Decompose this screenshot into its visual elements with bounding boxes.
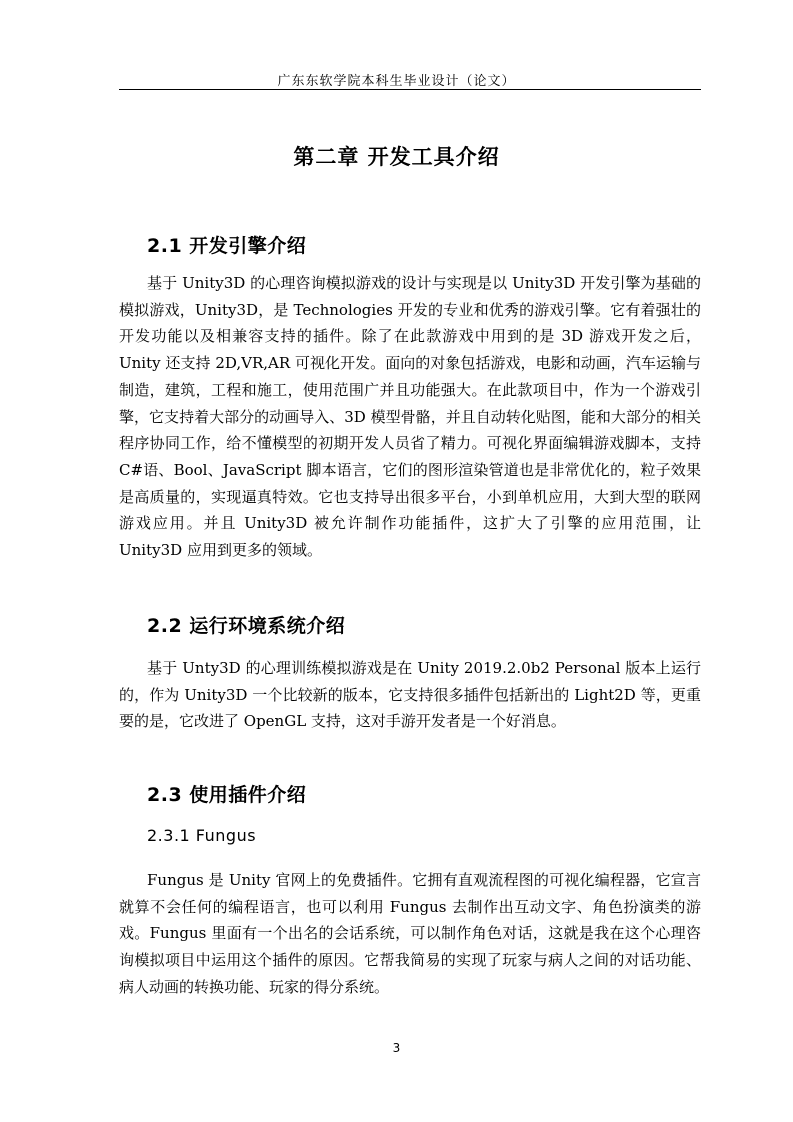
paragraph-engine-intro: 基于 Unity3D 的心理咨询模拟游戏的设计与实现是以 Unity3D 开发引擎为基础的模拟游戏，Unity3D，是 Technologies 开发的专业和优秀的游戏引擎。它有着强壮的开发功能以及相兼容支持的插件。除了在此款游戏中用到的是 3D 游戏开发之后，Unity 还支持 2D,VR,AR 可视化开发。面向的对象包括游戏，电影和动画，汽车运输与制造，建筑，工程和施工，使用范围广并且功能强大。在此款项目中，作为一个游戏引擎，它支持着大部分的动画导入、3D 模型骨骼，并且自动转化贴图，能和大部分的相关程序协同工作，给不懂模型的初期开发人员省了精力。可视化界面编辑游戏脚本，支持 C#语、Bool、JavaScript 脚本语言，它们的图形渲染管道也是非常优化的，粒子效果是高质量的，实现逼真特效。它也支持导出很多平台，小到单机应用，大到大型的联网游戏应用。并且 Unity3D 被允许制作功能插件，这扩大了引擎的应用范围，让 Unity3D 应用到更多的领域。 xyxy=(119,274,701,560)
paragraph-fungus: Fungus 是 Unity 官网上的免费插件。它拥有直观流程图的可视化编程器，它宣言就算不会任何的编程语言，也可以利用 Fungus 去制作出互动文字、角色扮演类的游戏。Fungus 里面有一个出名的会话系统，可以制作角色对话，这就是我在这个心理咨询模拟项目中运用这个插件的原因。它帮我简易的实现了玩家与病人之间的对话功能、病人动画的转换功能、玩家的得分系统。 xyxy=(119,871,701,996)
page-header: 广东东软学院本科生毕业设计（论文） xyxy=(277,74,516,89)
subsection-title-2-3-1: 2.3.1 Fungus xyxy=(147,826,257,845)
chapter-title: 第二章 开发工具介绍 xyxy=(293,145,500,169)
section-title-2-3: 2.3 使用插件介绍 xyxy=(147,784,307,806)
section-title-2-2: 2.2 运行环境系统介绍 xyxy=(147,615,346,637)
page-number: 3 xyxy=(392,1041,401,1055)
header-divider xyxy=(119,89,701,90)
section-title-2-1: 2.1 开发引擎介绍 xyxy=(147,235,307,257)
paragraph-runtime-env: 基于 Unty3D 的心理训练模拟游戏是在 Unity 2019.2.0b2 Personal 版本上运行的，作为 Unity3D 一个比较新的版本，它支持很多插件包括新出的 Light2D 等，更重要的是，它改进了 OpenGL 支持，这对手游开发者是一个好消息。 xyxy=(119,659,701,731)
